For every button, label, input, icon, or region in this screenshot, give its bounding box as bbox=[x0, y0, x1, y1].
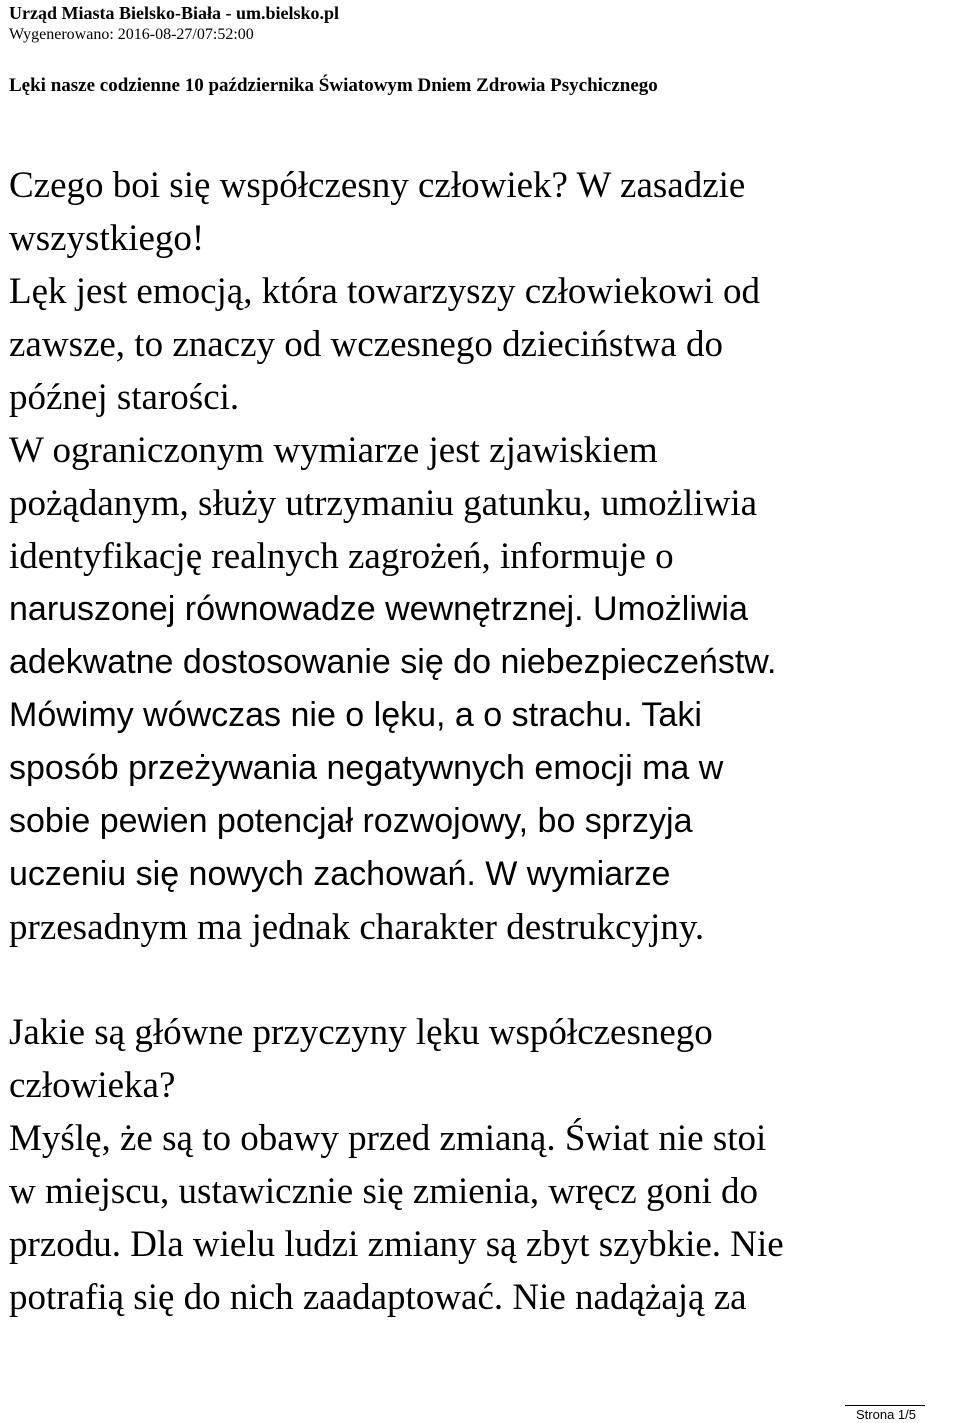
body-line: sobie pewien potencjał rozwojowy, bo sprzyja bbox=[9, 802, 693, 840]
body-line: W ograniczonym wymiarze jest zjawiskiem bbox=[9, 430, 658, 471]
body-line: Lęk jest emocją, która towarzyszy człowiekowi od bbox=[9, 271, 761, 312]
body-line: wszystkiego! bbox=[9, 218, 205, 259]
body-line: Jakie są główne przyczyny lęku współczesnego bbox=[9, 1012, 713, 1053]
body-line: Mówimy wówczas nie o lęku, a o strachu. Taki bbox=[9, 696, 702, 734]
body-line: identyfikację realnych zagrożeń, informuje o bbox=[9, 536, 674, 577]
paragraph-gap bbox=[9, 954, 954, 1006]
page-header bbox=[9, 2, 339, 46]
body-line: naruszonej równowadze wewnętrznej. Umożliwia bbox=[9, 590, 748, 628]
footer-divider bbox=[845, 1405, 925, 1406]
body-line: Czego boi się współczesny człowiek? W zasadzie bbox=[9, 165, 746, 206]
body-line: przodu. Dla wielu ludzi zmiany są zbyt szybkie. Nie bbox=[9, 1224, 784, 1265]
body-line: potrafią się do nich zaadaptować. Nie nadążają za bbox=[9, 1277, 747, 1318]
body-line: uczeniu się nowych zachowań. W wymiarze bbox=[9, 855, 671, 893]
body-line: Myślę, że są to obawy przed zmianą. Świat nie stoi bbox=[9, 1118, 767, 1159]
body-line: adekwatne dostosowanie się do niebezpieczeństw. bbox=[9, 643, 777, 681]
body-line: przesadnym ma jednak charakter destrukcyjny. bbox=[9, 907, 705, 948]
article-body bbox=[9, 159, 954, 1324]
article-title: Lęki nasze codzienne 10 października Światowym Dniem Zdrowia Psychicznego bbox=[9, 75, 658, 96]
body-line: człowieka? bbox=[9, 1065, 176, 1106]
body-line: zawsze, to znaczy od wczesnego dzieciństwa do bbox=[9, 324, 723, 365]
site-title: Urząd Miasta Bielsko-Biała - um.bielsko.pl bbox=[9, 3, 340, 23]
body-line: późnej starości. bbox=[9, 377, 240, 418]
generated-timestamp: Wygenerowano: 2016-08-27/07:52:00 bbox=[9, 26, 254, 43]
body-line: sposób przeżywania negatywnych emocji ma w bbox=[9, 749, 724, 787]
page-number: Strona 1/5 bbox=[856, 1407, 916, 1422]
body-line: w miejscu, ustawicznie się zmienia, wręcz goni do bbox=[9, 1171, 758, 1212]
body-line: pożądanym, służy utrzymaniu gatunku, umożliwia bbox=[9, 483, 758, 524]
